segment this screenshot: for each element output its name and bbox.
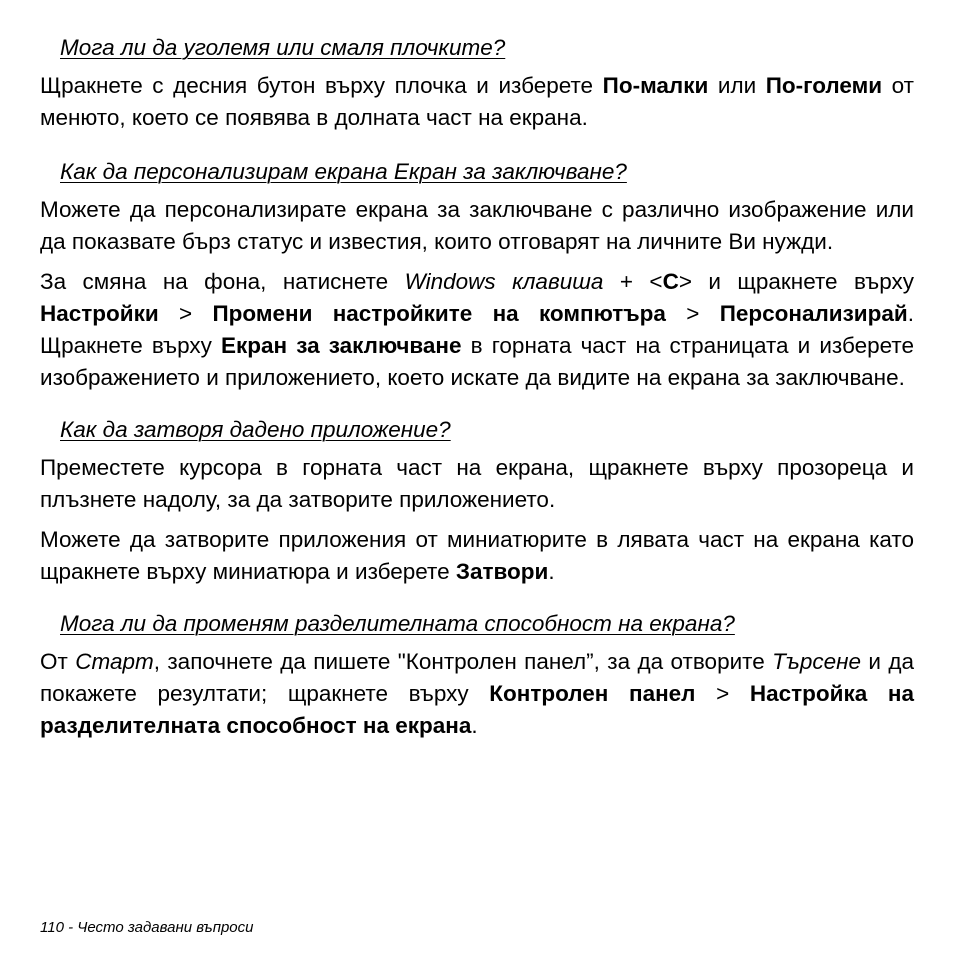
text-run: + < [603,269,663,294]
bold-term: Персонализирай [719,301,908,326]
bold-term: C [662,269,679,294]
text-run: или [708,73,766,98]
faq-section-tile-size [40,30,914,134]
text-run: в горната част на страницата и изберете изображението и приложението, което искате да видите на екрана за заключване. [40,333,914,390]
bold-term: Настройки [40,301,159,326]
bold-term: Контролен панел [489,681,696,706]
italic-term: Windows клавиша [404,269,604,294]
text-run: Преместете курсора в горната част на екрана, щракнете върху прозореца и плъзнете надолу, за да затворите приложението. [40,455,914,512]
text-run: и да покажете резултати; щракнете върху [40,649,914,706]
bold-term: Затвори [455,559,549,584]
italic-term: Търсене [772,649,861,674]
text-run: > и щракнете върху [678,269,914,294]
bold-term: По-големи [765,73,883,98]
faq-section-lock-screen [40,154,914,394]
faq-section-close-app [40,412,914,588]
text-run: Можете да персонализирате екрана за заключване с различно изображение или да показвате бърз статус и известия, които отговарят на личните Ви нужди. [40,197,914,254]
faq-question-heading: Как да затворя дадено приложение? [60,417,451,442]
text-run: Щракнете с десния бутон върху плочка и изберете [40,73,603,98]
text-run: . Щракнете върху [40,301,914,358]
text-run: > [695,681,750,706]
faq-section-resolution [40,606,914,742]
text-run: , започнете да пишете "Контролен панел”, за да отворите [153,649,773,674]
faq-answer-paragraph [40,266,914,394]
faq-answer-paragraph [40,524,914,588]
text-run: Можете да затворите приложения от миниатюрите в лявата част на екрана като щракнете върху миниатюра и изберете [40,527,914,584]
faq-page [40,30,914,756]
text-run: > [158,301,213,326]
page-footer: 110 - Често задавани въпроси [40,919,254,936]
bold-term: Промени настройките на компютъра [212,301,666,326]
text-run: . [471,713,478,738]
text-run: За смяна на фона, натиснете [40,269,405,294]
text-run: . [548,559,555,584]
italic-term: Старт [75,649,154,674]
faq-question-heading: Мога ли да уголемя или смаля плочките? [60,35,506,60]
bold-term: Настройка на разделителната способност на екрана [40,681,914,738]
text-run: > [665,301,720,326]
faq-answer-paragraph [40,646,914,742]
text-run: От [40,649,76,674]
bold-term: Екран за заключване [220,333,462,358]
faq-answer-paragraph [40,452,914,516]
faq-answer-paragraph [40,70,914,134]
faq-question-heading: Как да персонализирам екрана Екран за заключване? [60,159,627,184]
text-run: от менюто, което се появява в долната част на екрана. [40,73,914,130]
bold-term: По-малки [602,73,709,98]
faq-answer-paragraph [40,194,914,258]
faq-question-heading: Мога ли да променям разделителната способност на екрана? [60,611,735,636]
